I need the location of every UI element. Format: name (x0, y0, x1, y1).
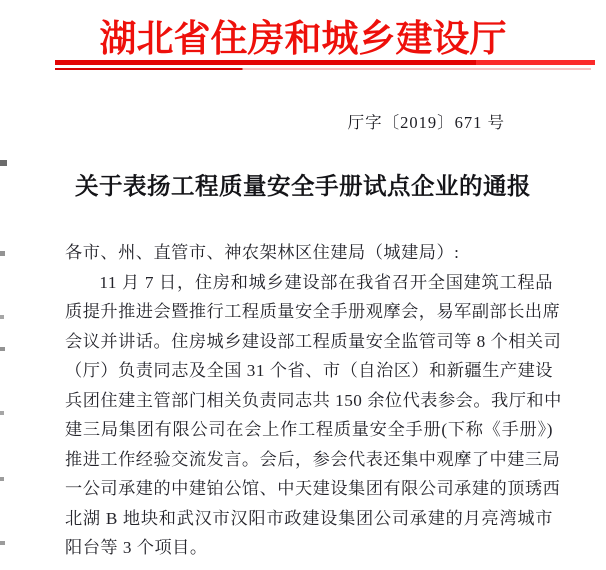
scan-artifact-mark (0, 347, 5, 351)
body-line: 质提升推进会暨推行工程质量安全手册观摩会，易军副部长出席 (65, 302, 561, 321)
body-line: 11 月 7 日，住房和城乡建设部在我省召开全国建筑工程品 (99, 272, 553, 292)
body-line: 北湖 B 地块和武汉市汉阳市政建设集团公司承建的月亮湾城市 (65, 508, 553, 528)
body-line: 兵团住建主管部门相关负责同志共 150 余位代表参会。我厅和中 (65, 390, 562, 410)
body-line: 建三局集团有限公司在会上作工程质量安全手册(下称《手册》) (65, 420, 553, 439)
scan-artifact-mark (0, 541, 5, 545)
scan-artifact-mark (0, 411, 4, 415)
scan-artifact-mark (0, 315, 4, 319)
body-line: 会议并讲话。住房城乡建设部工程质量安全监管司等 8 个相关司 (65, 331, 562, 351)
document-number: 厅字〔2019〕671 号 (347, 113, 505, 132)
red-divider-thin-line (55, 68, 591, 70)
body-line: 推进工作经验交流发言。会后，参会代表还集中观摩了中建三局 (65, 449, 561, 469)
salutation-line: 各市、州、直管市、神农架林区住建局（城建局）: (65, 243, 460, 262)
scan-artifact-mark (0, 251, 5, 256)
agency-name-header: 湖北省住房和城乡建设厅 (99, 19, 507, 60)
scan-artifact-mark (0, 477, 4, 481)
body-line: 一公司承建的中建铂公馆、中天建设集团有限公司承建的顶琇西 (65, 479, 561, 498)
scan-artifact-mark (0, 160, 7, 166)
red-divider-bar (55, 60, 595, 65)
document-body (65, 238, 562, 563)
body-line: （厅）负责同志及全国 31 个省、市（自治区）和新疆生产建设 (65, 361, 553, 380)
body-line-last: 阳台等 3 个项目。 (65, 538, 208, 557)
document-title: 关于表扬工程质量安全手册试点企业的通报 (75, 174, 531, 200)
